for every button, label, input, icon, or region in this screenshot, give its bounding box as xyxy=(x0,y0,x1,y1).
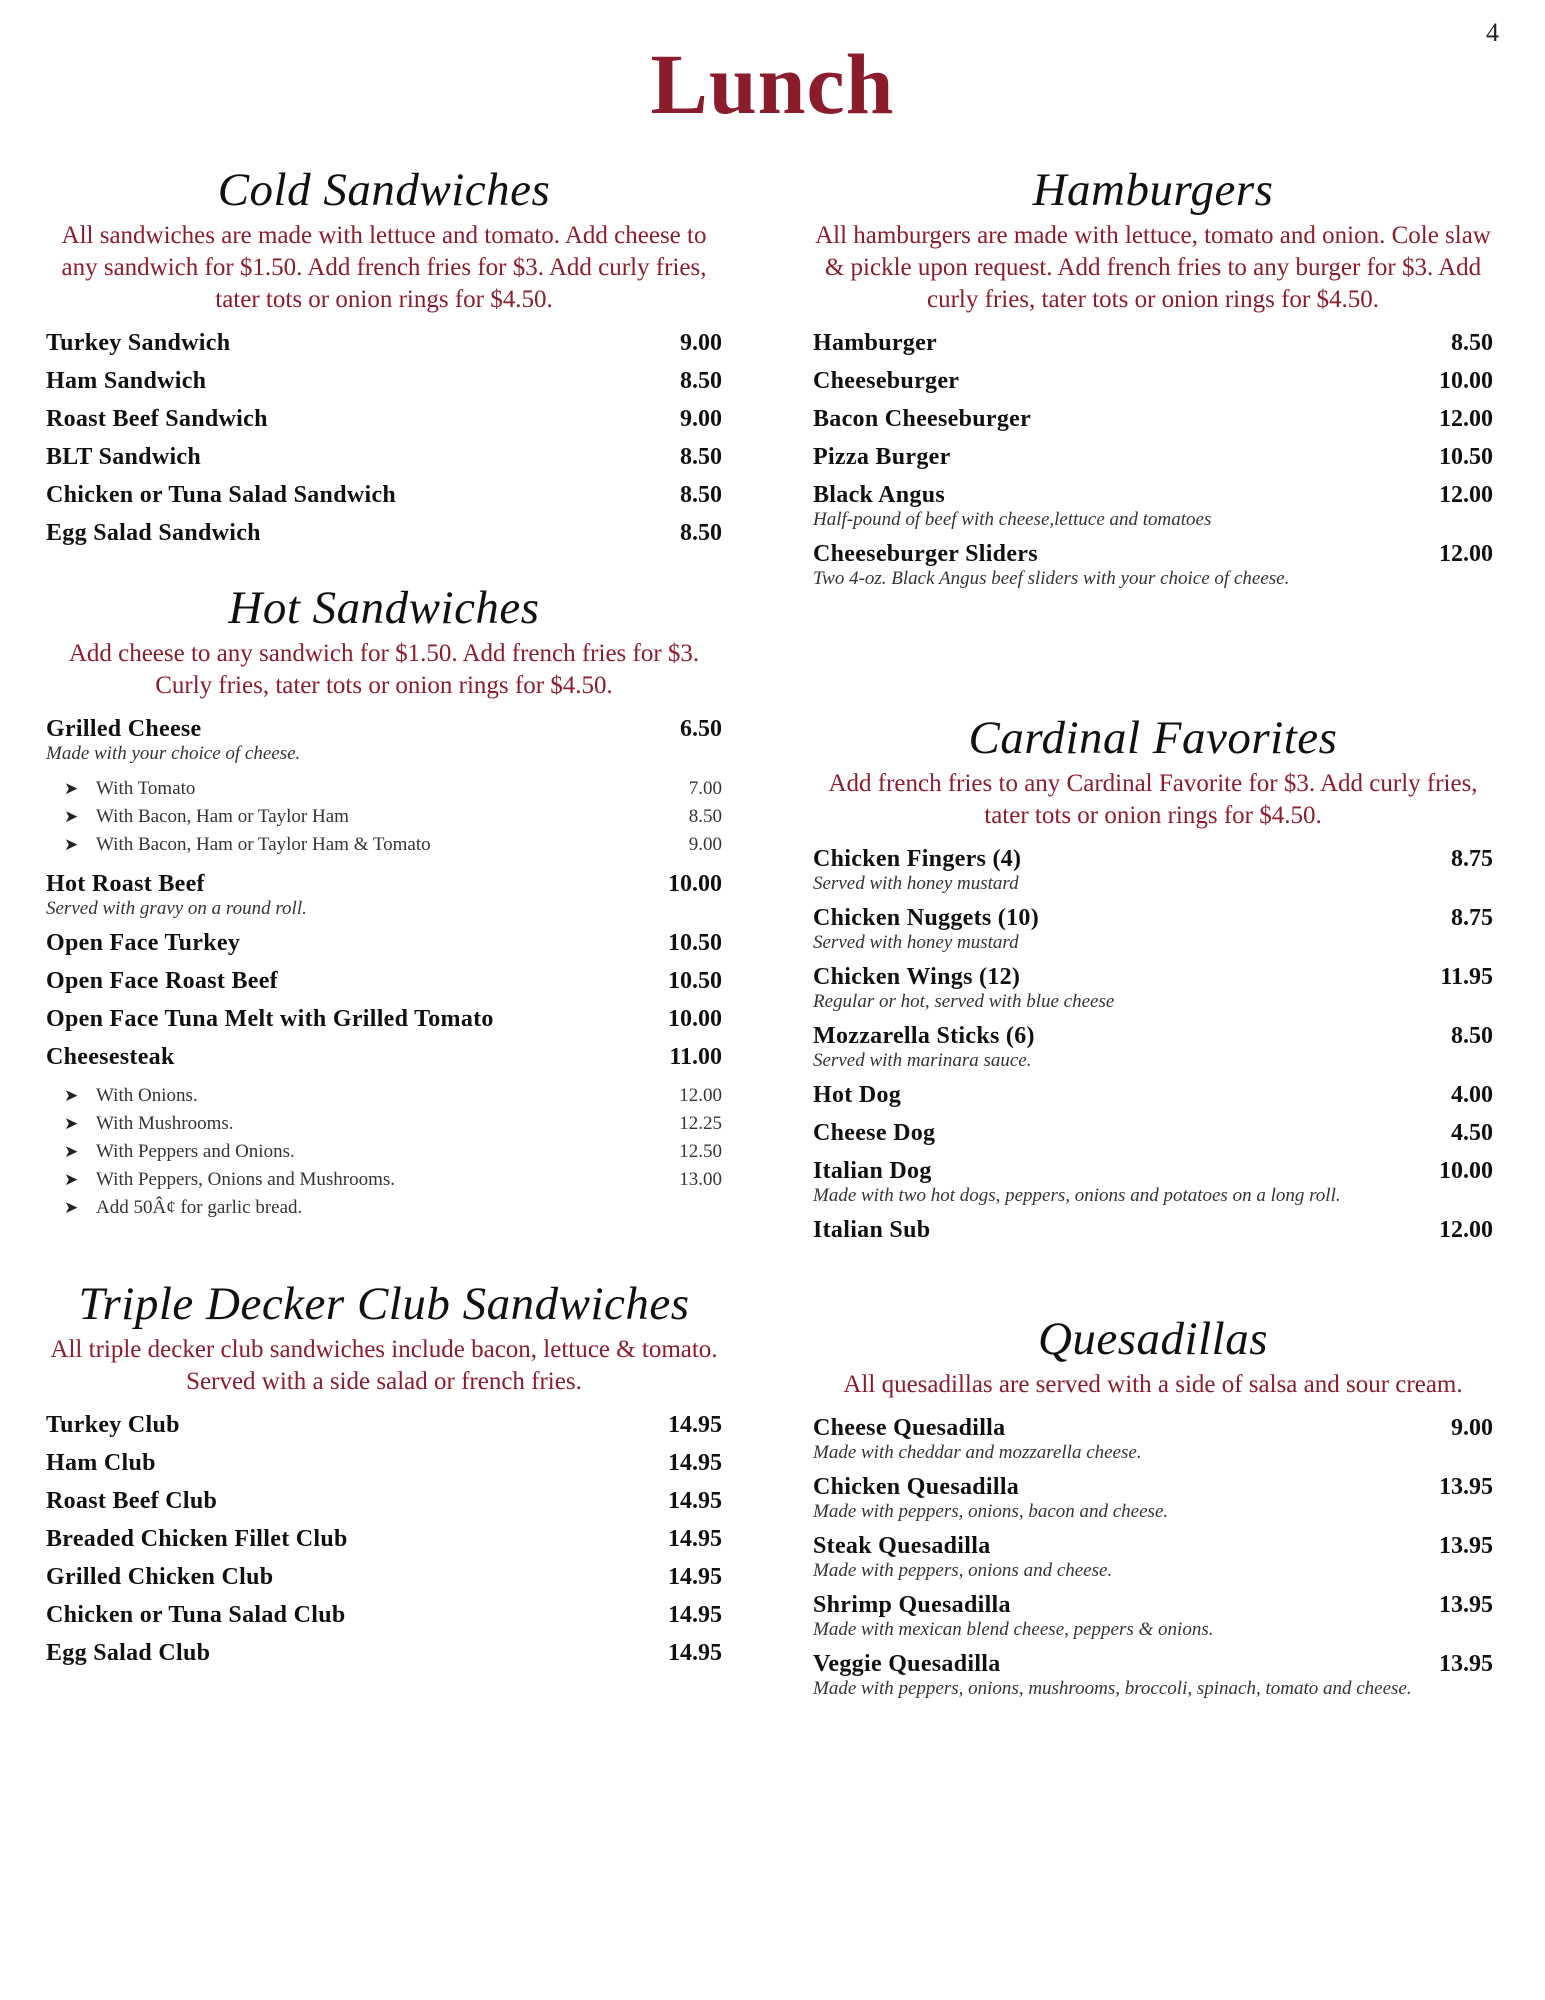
item-description: Made with peppers, onions and cheese. xyxy=(813,1560,1113,1581)
item-name: Egg Salad Club xyxy=(46,1640,211,1666)
item-name: Cheeseburger xyxy=(813,368,960,394)
menu-item xyxy=(46,1600,722,1630)
item-price: 14.95 xyxy=(668,1412,722,1438)
page-number: 4 xyxy=(1486,18,1499,47)
item-price: 4.00 xyxy=(1451,1082,1493,1108)
menu-item xyxy=(813,404,1493,434)
option-price: 13.00 xyxy=(679,1169,722,1190)
item-name: Turkey Club xyxy=(46,1412,180,1438)
section-description: Add cheese to any sandwich for $1.50. Add french fries for $3. Curly fries, tater tots or onion rings for $4.50. xyxy=(68,640,700,699)
option-label: ➤ Add 50Â¢ for garlic bread. xyxy=(64,1194,302,1222)
cheesesteak-options xyxy=(64,1082,722,1222)
menu-item xyxy=(46,366,722,396)
item-price: 10.00 xyxy=(1439,368,1493,394)
item-price: 13.95 xyxy=(1439,1533,1493,1559)
option-row xyxy=(64,1166,722,1194)
item-description: Regular or hot, served with blue cheese xyxy=(813,991,1115,1012)
menu-item xyxy=(813,1472,1493,1523)
menu-item xyxy=(813,1590,1493,1641)
item-description: Two 4-oz. Black Angus beef sliders with your choice of cheese. xyxy=(813,568,1290,589)
item-price: 14.95 xyxy=(668,1450,722,1476)
menu-item xyxy=(813,844,1493,895)
item-description: Served with marinara sauce. xyxy=(813,1050,1032,1071)
menu-item xyxy=(813,539,1493,590)
option-price: 8.50 xyxy=(688,806,722,827)
item-name: Ham Sandwich xyxy=(46,368,207,394)
left-column xyxy=(46,162,722,1676)
item-name: Open Face Turkey xyxy=(46,930,241,956)
item-price: 9.00 xyxy=(680,330,722,356)
section-description: Add french fries to any Cardinal Favorite for $3. Add curly fries, tater tots or onion rings for $4.50. xyxy=(828,770,1478,829)
item-description: Served with honey mustard xyxy=(813,873,1019,894)
option-row xyxy=(64,803,722,831)
item-price: 8.50 xyxy=(1451,330,1493,356)
menu-item xyxy=(813,1413,1493,1464)
menu-item xyxy=(46,1524,722,1554)
item-name: Grilled Chicken Club xyxy=(46,1564,274,1590)
menu-item xyxy=(813,480,1493,531)
grilled-cheese-options xyxy=(64,775,722,859)
menu-item xyxy=(813,962,1493,1013)
menu-item xyxy=(813,1531,1493,1582)
item-price: 14.95 xyxy=(668,1564,722,1590)
menu-item xyxy=(46,328,722,358)
menu-item xyxy=(46,480,722,510)
option-label: ➤ With Onions. xyxy=(64,1082,198,1110)
item-name: Cheeseburger Sliders xyxy=(813,541,1038,567)
menu-item xyxy=(46,1410,722,1440)
section-description: All quesadillas are served with a side of salsa and sour cream. xyxy=(843,1371,1463,1398)
item-description: Made with cheddar and mozzarella cheese. xyxy=(813,1442,1142,1463)
item-description: Made with peppers, onions, bacon and cheese. xyxy=(813,1501,1169,1522)
item-price: 10.00 xyxy=(668,871,722,897)
menu-item xyxy=(46,928,722,958)
section-description: All hamburgers are made with lettuce, tomato and onion. Cole slaw & pickle upon request. Add french fries to any burger for $3. Add curly fries, tater tots or onion rings for $4.50. xyxy=(815,222,1491,313)
item-price: 8.75 xyxy=(1451,905,1493,931)
item-price: 13.95 xyxy=(1439,1592,1493,1618)
menu-item xyxy=(46,1042,722,1072)
section-description: All sandwiches are made with lettuce and tomato. Add cheese to any sandwich for $1.50. Add french fries for $3. Add curly fries, tater tots or onion rings for $4.50. xyxy=(61,222,707,313)
menu-item xyxy=(46,869,722,920)
section-quesadillas xyxy=(813,1311,1493,1700)
section-description: All triple decker club sandwiches include bacon, lettuce & tomato. Served with a side salad or french fries. xyxy=(50,1336,718,1395)
menu-item xyxy=(813,1156,1493,1207)
item-description: Made with two hot dogs, peppers, onions and potatoes on a long roll. xyxy=(813,1185,1341,1206)
item-price: 8.50 xyxy=(1451,1023,1493,1049)
item-name: Chicken Fingers (4) xyxy=(813,846,1022,872)
item-price: 4.50 xyxy=(1451,1120,1493,1146)
item-name: Steak Quesadilla xyxy=(813,1533,991,1559)
item-price: 9.00 xyxy=(680,406,722,432)
item-name: Cheese Dog xyxy=(813,1120,936,1146)
item-name: Mozzarella Sticks (6) xyxy=(813,1023,1035,1049)
item-name: Chicken Quesadilla xyxy=(813,1474,1020,1500)
option-price: 12.00 xyxy=(679,1085,722,1106)
item-name: Black Angus xyxy=(813,482,946,508)
item-price: 10.50 xyxy=(668,968,722,994)
item-name: Egg Salad Sandwich xyxy=(46,520,261,546)
option-row xyxy=(64,775,722,803)
item-name: Grilled Cheese xyxy=(46,716,202,742)
item-price: 9.00 xyxy=(1451,1415,1493,1441)
item-name: Cheese Quesadilla xyxy=(813,1415,1006,1441)
item-price: 11.95 xyxy=(1440,964,1493,990)
menu-item xyxy=(46,1562,722,1592)
item-name: Italian Dog xyxy=(813,1158,932,1184)
item-name: Veggie Quesadilla xyxy=(813,1651,1001,1677)
option-price: 7.00 xyxy=(688,778,722,799)
section-cold-sandwiches xyxy=(46,162,722,548)
item-description: Served with honey mustard xyxy=(813,932,1019,953)
item-name: BLT Sandwich xyxy=(46,444,202,470)
item-name: Bacon Cheeseburger xyxy=(813,406,1032,432)
option-price: 12.50 xyxy=(679,1141,722,1162)
section-hamburgers xyxy=(813,162,1493,590)
item-name: Ham Club xyxy=(46,1450,156,1476)
item-price: 8.75 xyxy=(1451,846,1493,872)
item-price: 14.95 xyxy=(668,1488,722,1514)
option-row xyxy=(64,831,722,859)
item-name: Breaded Chicken Fillet Club xyxy=(46,1526,348,1552)
item-name: Roast Beef Club xyxy=(46,1488,218,1514)
item-price: 12.00 xyxy=(1439,406,1493,432)
menu-item xyxy=(813,1118,1493,1148)
item-price: 11.00 xyxy=(669,1044,722,1070)
item-name: Open Face Roast Beef xyxy=(46,968,278,994)
menu-item xyxy=(46,1004,722,1034)
option-row xyxy=(64,1110,722,1138)
option-label: ➤ With Bacon, Ham or Taylor Ham xyxy=(64,803,349,831)
section-title: Hot Sandwiches xyxy=(228,582,540,634)
menu-item xyxy=(813,903,1493,954)
option-label: ➤ With Peppers and Onions. xyxy=(64,1138,295,1166)
section-hot-sandwiches xyxy=(46,580,722,1222)
section-title: Cold Sandwiches xyxy=(217,164,551,216)
item-price: 10.50 xyxy=(1439,444,1493,470)
option-label: ➤ With Peppers, Onions and Mushrooms. xyxy=(64,1166,395,1194)
option-row xyxy=(64,1138,722,1166)
section-club-sandwiches xyxy=(46,1276,722,1668)
item-price: 12.00 xyxy=(1439,1217,1493,1243)
section-title: Triple Decker Club Sandwiches xyxy=(78,1278,690,1330)
page-title: Lunch xyxy=(650,36,895,132)
menu-item xyxy=(813,442,1493,472)
item-price: 12.00 xyxy=(1439,541,1493,567)
item-description: Made with peppers, onions, mushrooms, broccoli, spinach, tomato and cheese. xyxy=(813,1678,1412,1699)
menu-item xyxy=(46,404,722,434)
item-price: 14.95 xyxy=(668,1602,722,1628)
menu-item xyxy=(46,518,722,548)
menu-item xyxy=(813,1215,1493,1245)
right-column xyxy=(813,162,1493,1708)
section-title: Cardinal Favorites xyxy=(968,712,1338,764)
item-name: Chicken or Tuna Salad Sandwich xyxy=(46,482,397,508)
item-price: 10.00 xyxy=(1439,1158,1493,1184)
item-price: 14.95 xyxy=(668,1526,722,1552)
item-name: Chicken Wings (12) xyxy=(813,964,1021,990)
item-price: 8.50 xyxy=(680,482,722,508)
menu-item xyxy=(813,366,1493,396)
item-name: Italian Sub xyxy=(813,1217,931,1243)
item-description: Served with gravy on a round roll. xyxy=(46,898,307,919)
section-title: Quesadillas xyxy=(1037,1313,1269,1365)
item-name: Cheesesteak xyxy=(46,1044,175,1070)
menu-item xyxy=(46,1448,722,1478)
item-price: 13.95 xyxy=(1439,1651,1493,1677)
menu-item xyxy=(813,1649,1493,1700)
item-description: Half-pound of beef with cheese,lettuce and tomatoes xyxy=(813,509,1212,530)
item-name: Turkey Sandwich xyxy=(46,330,231,356)
item-name: Open Face Tuna Melt with Grilled Tomato xyxy=(46,1006,494,1032)
item-price: 8.50 xyxy=(680,520,722,546)
option-label: ➤ With Tomato xyxy=(64,775,195,803)
item-name: Chicken or Tuna Salad Club xyxy=(46,1602,346,1628)
menu-item xyxy=(46,1486,722,1516)
section-cardinal-favorites xyxy=(813,710,1493,1245)
option-row xyxy=(64,1082,722,1110)
menu-item xyxy=(46,714,722,765)
section-title: Hamburgers xyxy=(1032,164,1274,216)
option-row xyxy=(64,1194,722,1222)
menu-item xyxy=(46,966,722,996)
item-price: 12.00 xyxy=(1439,482,1493,508)
item-name: Hot Roast Beef xyxy=(46,871,205,897)
item-name: Hamburger xyxy=(813,330,938,356)
item-price: 14.95 xyxy=(668,1640,722,1666)
menu-item xyxy=(813,1080,1493,1110)
menu-item xyxy=(46,442,722,472)
option-price: 9.00 xyxy=(688,834,722,855)
item-description: Made with your choice of cheese. xyxy=(46,743,301,764)
item-name: Roast Beef Sandwich xyxy=(46,406,268,432)
item-name: Pizza Burger xyxy=(813,444,951,470)
item-name: Shrimp Quesadilla xyxy=(813,1592,1011,1618)
item-description: Made with mexican blend cheese, peppers & onions. xyxy=(813,1619,1214,1640)
item-price: 13.95 xyxy=(1439,1474,1493,1500)
option-price: 12.25 xyxy=(679,1113,722,1134)
item-price: 10.00 xyxy=(668,1006,722,1032)
option-label: ➤ With Mushrooms. xyxy=(64,1110,234,1138)
menu-item xyxy=(46,1638,722,1668)
item-name: Hot Dog xyxy=(813,1082,902,1108)
item-price: 10.50 xyxy=(668,930,722,956)
item-price: 8.50 xyxy=(680,444,722,470)
menu-item xyxy=(813,1021,1493,1072)
item-price: 6.50 xyxy=(680,716,722,742)
item-name: Chicken Nuggets (10) xyxy=(813,905,1039,931)
option-label: ➤ With Bacon, Ham or Taylor Ham & Tomato xyxy=(64,831,431,859)
item-price: 8.50 xyxy=(680,368,722,394)
menu-item xyxy=(813,328,1493,358)
